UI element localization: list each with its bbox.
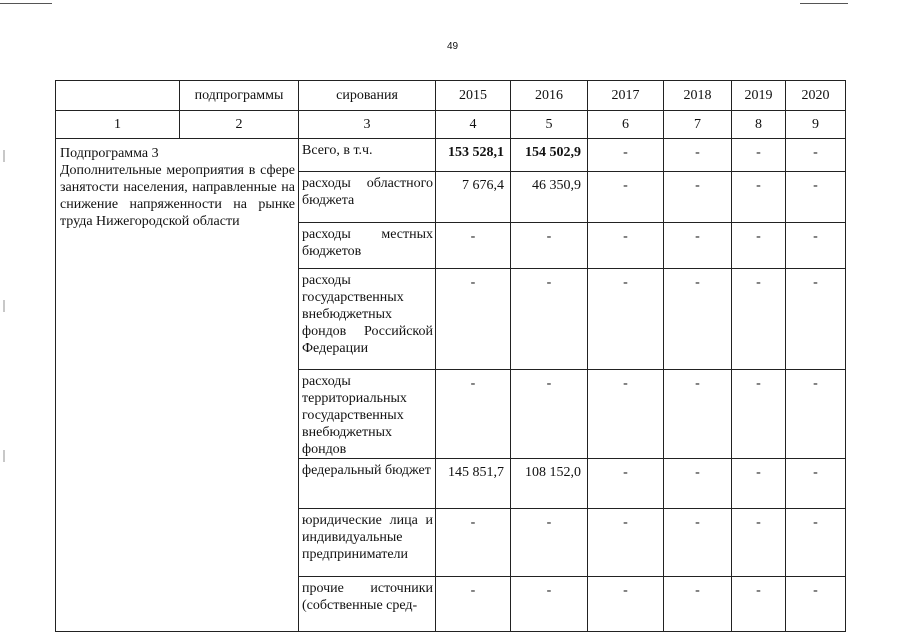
value-2015: -	[436, 269, 511, 370]
value-2020: -	[786, 139, 846, 172]
table-header-row	[56, 81, 846, 111]
column-number-cell: 2	[180, 111, 299, 139]
value-2015: 145 851,7	[436, 459, 511, 509]
value-2019: -	[732, 172, 786, 223]
subprogram-description: Дополнительные мероприятия в сфере занятости населения, направленные на снижение напряженности на рынке труда Нижегородской области	[60, 163, 295, 229]
binding-mark	[3, 450, 5, 462]
funding-source: прочие источники (собственные сред-	[299, 577, 436, 632]
value-2018: -	[664, 509, 732, 577]
header-cell	[56, 81, 180, 111]
value-2015: 153 528,1	[436, 139, 511, 172]
column-number-cell: 9	[786, 111, 846, 139]
scan-edge-mark-right	[800, 3, 848, 4]
column-number-cell: 5	[511, 111, 588, 139]
subprogram-title: Подпрограмма 3	[60, 146, 159, 161]
value-2020: -	[786, 370, 846, 459]
funding-source: Всего, в т.ч.	[299, 139, 436, 172]
value-2020: -	[786, 223, 846, 269]
value-2016: -	[511, 577, 588, 632]
value-2020: -	[786, 459, 846, 509]
funding-source: расходы местных бюджетов	[299, 223, 436, 269]
value-2015: 7 676,4	[436, 172, 511, 223]
binding-mark	[3, 150, 5, 162]
binding-mark	[3, 300, 5, 312]
value-2017: -	[588, 269, 664, 370]
value-2018: -	[664, 577, 732, 632]
value-2016: 154 502,9	[511, 139, 588, 172]
scan-edge-mark-left	[0, 3, 52, 4]
funding-source: расходы областного бюджета	[299, 172, 436, 223]
value-2018: -	[664, 459, 732, 509]
value-2019: -	[732, 509, 786, 577]
value-2015: -	[436, 577, 511, 632]
value-2019: -	[732, 223, 786, 269]
value-2016: -	[511, 269, 588, 370]
value-2020: -	[786, 269, 846, 370]
header-cell: 2018	[664, 81, 732, 111]
header-cell: 2015	[436, 81, 511, 111]
value-2017: -	[588, 223, 664, 269]
value-2017: -	[588, 172, 664, 223]
column-number-cell: 8	[732, 111, 786, 139]
value-2020: -	[786, 509, 846, 577]
value-2015: -	[436, 509, 511, 577]
value-2016: -	[511, 509, 588, 577]
column-number-cell: 4	[436, 111, 511, 139]
header-cell: подпрограммы	[180, 81, 299, 111]
value-2018: -	[664, 269, 732, 370]
funding-source: юридические лица и индивидуальные предприниматели	[299, 509, 436, 577]
value-2017: -	[588, 577, 664, 632]
funding-source: расходы территориальных государственных внебюджетных фондов	[299, 370, 436, 459]
header-cell: 2020	[786, 81, 846, 111]
value-2019: -	[732, 269, 786, 370]
table-row	[56, 139, 846, 172]
value-2017: -	[588, 509, 664, 577]
financing-table	[55, 80, 846, 632]
value-2018: -	[664, 172, 732, 223]
value-2017: -	[588, 459, 664, 509]
header-cell: сирования	[299, 81, 436, 111]
value-2017: -	[588, 139, 664, 172]
value-2019: -	[732, 370, 786, 459]
value-2019: -	[732, 139, 786, 172]
value-2020: -	[786, 577, 846, 632]
column-number-cell: 1	[56, 111, 180, 139]
value-2018: -	[664, 370, 732, 459]
value-2017: -	[588, 370, 664, 459]
page-number: 49	[446, 41, 459, 52]
column-number-row	[56, 111, 846, 139]
value-2019: -	[732, 459, 786, 509]
value-2016: -	[511, 370, 588, 459]
funding-source: расходы государственных внебюджетных фондов Российской Федерации	[299, 269, 436, 370]
column-number-cell: 7	[664, 111, 732, 139]
value-2015: -	[436, 223, 511, 269]
header-cell: 2016	[511, 81, 588, 111]
value-2019: -	[732, 577, 786, 632]
funding-source: федеральный бюджет	[299, 459, 436, 509]
value-2016: 108 152,0	[511, 459, 588, 509]
column-number-cell: 6	[588, 111, 664, 139]
value-2020: -	[786, 172, 846, 223]
header-cell: 2019	[732, 81, 786, 111]
value-2016: 46 350,9	[511, 172, 588, 223]
value-2018: -	[664, 223, 732, 269]
value-2016: -	[511, 223, 588, 269]
column-number-cell: 3	[299, 111, 436, 139]
value-2015: -	[436, 370, 511, 459]
value-2018: -	[664, 139, 732, 172]
subprogram-cell	[56, 139, 299, 632]
header-cell: 2017	[588, 81, 664, 111]
